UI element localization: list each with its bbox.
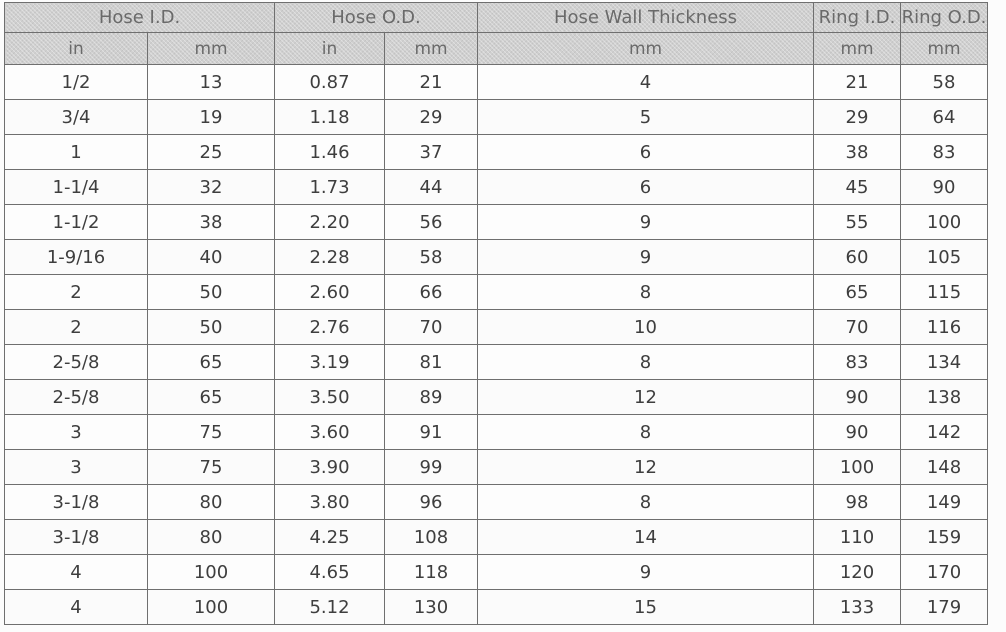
cell-wall-thickness-mm: 6 bbox=[478, 170, 814, 205]
cell-wall-thickness-mm: 8 bbox=[478, 275, 814, 310]
cell-hose-od-in: 3.50 bbox=[275, 380, 385, 415]
cell-hose-od-mm: 37 bbox=[385, 135, 478, 170]
cell-ring-od-mm: 149 bbox=[901, 485, 988, 520]
cell-hose-id-mm: 50 bbox=[148, 275, 275, 310]
cell-hose-od-in: 1.46 bbox=[275, 135, 385, 170]
cell-hose-od-mm: 130 bbox=[385, 590, 478, 625]
unit-header-hose-id-mm: mm bbox=[148, 33, 275, 65]
cell-hose-id-mm: 19 bbox=[148, 100, 275, 135]
table-row bbox=[5, 65, 988, 100]
cell-ring-od-mm: 134 bbox=[901, 345, 988, 380]
cell-hose-id-mm: 40 bbox=[148, 240, 275, 275]
cell-ring-id-mm: 110 bbox=[814, 520, 901, 555]
cell-ring-od-mm: 138 bbox=[901, 380, 988, 415]
cell-ring-id-mm: 29 bbox=[814, 100, 901, 135]
cell-hose-id-mm: 38 bbox=[148, 205, 275, 240]
cell-hose-id-mm: 50 bbox=[148, 310, 275, 345]
cell-hose-id-in: 1-1/4 bbox=[5, 170, 148, 205]
header-ring-id: Ring I.D. bbox=[814, 3, 901, 33]
cell-wall-thickness-mm: 4 bbox=[478, 65, 814, 100]
unit-header-wall-mm: mm bbox=[478, 33, 814, 65]
cell-ring-od-mm: 105 bbox=[901, 240, 988, 275]
cell-hose-id-in: 2-5/8 bbox=[5, 345, 148, 380]
cell-hose-id-in: 4 bbox=[5, 555, 148, 590]
cell-ring-id-mm: 90 bbox=[814, 415, 901, 450]
cell-hose-od-mm: 66 bbox=[385, 275, 478, 310]
cell-hose-id-in: 3 bbox=[5, 415, 148, 450]
cell-hose-id-mm: 80 bbox=[148, 485, 275, 520]
cell-wall-thickness-mm: 12 bbox=[478, 380, 814, 415]
cell-ring-id-mm: 133 bbox=[814, 590, 901, 625]
cell-hose-od-mm: 21 bbox=[385, 65, 478, 100]
cell-wall-thickness-mm: 12 bbox=[478, 450, 814, 485]
table-row bbox=[5, 240, 988, 275]
cell-hose-od-in: 5.12 bbox=[275, 590, 385, 625]
cell-ring-id-mm: 55 bbox=[814, 205, 901, 240]
cell-hose-od-in: 1.73 bbox=[275, 170, 385, 205]
header-ring-od: Ring O.D. bbox=[901, 3, 988, 33]
cell-hose-od-mm: 99 bbox=[385, 450, 478, 485]
cell-hose-id-in: 1 bbox=[5, 135, 148, 170]
cell-wall-thickness-mm: 8 bbox=[478, 485, 814, 520]
unit-header-ring-od-mm: mm bbox=[901, 33, 988, 65]
cell-ring-od-mm: 116 bbox=[901, 310, 988, 345]
cell-ring-id-mm: 45 bbox=[814, 170, 901, 205]
cell-ring-od-mm: 90 bbox=[901, 170, 988, 205]
cell-ring-id-mm: 65 bbox=[814, 275, 901, 310]
cell-ring-od-mm: 159 bbox=[901, 520, 988, 555]
table-row bbox=[5, 590, 988, 625]
cell-wall-thickness-mm: 10 bbox=[478, 310, 814, 345]
table-body bbox=[5, 65, 988, 625]
cell-hose-id-in: 2-5/8 bbox=[5, 380, 148, 415]
cell-hose-od-mm: 96 bbox=[385, 485, 478, 520]
cell-hose-od-mm: 70 bbox=[385, 310, 478, 345]
header-hose-od: Hose O.D. bbox=[275, 3, 478, 33]
cell-wall-thickness-mm: 9 bbox=[478, 555, 814, 590]
cell-ring-od-mm: 170 bbox=[901, 555, 988, 590]
cell-hose-id-mm: 75 bbox=[148, 415, 275, 450]
cell-hose-id-in: 2 bbox=[5, 310, 148, 345]
table-row bbox=[5, 205, 988, 240]
cell-hose-id-in: 2 bbox=[5, 275, 148, 310]
table-row bbox=[5, 310, 988, 345]
cell-wall-thickness-mm: 6 bbox=[478, 135, 814, 170]
cell-hose-od-in: 2.28 bbox=[275, 240, 385, 275]
unit-header-hose-id-in: in bbox=[5, 33, 148, 65]
cell-ring-id-mm: 83 bbox=[814, 345, 901, 380]
table-row bbox=[5, 170, 988, 205]
cell-ring-od-mm: 100 bbox=[901, 205, 988, 240]
header-hose-id: Hose I.D. bbox=[5, 3, 275, 33]
cell-hose-od-in: 3.90 bbox=[275, 450, 385, 485]
cell-ring-id-mm: 100 bbox=[814, 450, 901, 485]
table-row bbox=[5, 520, 988, 555]
cell-hose-od-in: 0.87 bbox=[275, 65, 385, 100]
cell-wall-thickness-mm: 8 bbox=[478, 415, 814, 450]
cell-hose-od-mm: 108 bbox=[385, 520, 478, 555]
cell-hose-od-in: 4.25 bbox=[275, 520, 385, 555]
cell-hose-id-mm: 80 bbox=[148, 520, 275, 555]
cell-hose-id-in: 4 bbox=[5, 590, 148, 625]
cell-ring-od-mm: 115 bbox=[901, 275, 988, 310]
cell-hose-id-in: 3-1/8 bbox=[5, 520, 148, 555]
table-row bbox=[5, 275, 988, 310]
cell-hose-id-in: 3 bbox=[5, 450, 148, 485]
unit-header-ring-id-mm: mm bbox=[814, 33, 901, 65]
cell-hose-od-mm: 81 bbox=[385, 345, 478, 380]
table-row bbox=[5, 380, 988, 415]
cell-wall-thickness-mm: 8 bbox=[478, 345, 814, 380]
header-hose-wall-thickness: Hose Wall Thickness bbox=[478, 3, 814, 33]
cell-hose-id-in: 1/2 bbox=[5, 65, 148, 100]
cell-ring-id-mm: 21 bbox=[814, 65, 901, 100]
table-row bbox=[5, 135, 988, 170]
unit-header-hose-od-mm: mm bbox=[385, 33, 478, 65]
cell-wall-thickness-mm: 14 bbox=[478, 520, 814, 555]
cell-hose-id-mm: 13 bbox=[148, 65, 275, 100]
cell-hose-od-in: 2.76 bbox=[275, 310, 385, 345]
cell-hose-od-in: 3.80 bbox=[275, 485, 385, 520]
cell-hose-id-mm: 65 bbox=[148, 380, 275, 415]
cell-hose-id-in: 1-9/16 bbox=[5, 240, 148, 275]
cell-hose-id-mm: 25 bbox=[148, 135, 275, 170]
hose-dimensions-table bbox=[4, 2, 988, 625]
cell-wall-thickness-mm: 9 bbox=[478, 205, 814, 240]
cell-ring-od-mm: 179 bbox=[901, 590, 988, 625]
cell-hose-id-mm: 65 bbox=[148, 345, 275, 380]
cell-hose-od-in: 1.18 bbox=[275, 100, 385, 135]
cell-ring-id-mm: 60 bbox=[814, 240, 901, 275]
cell-hose-id-mm: 32 bbox=[148, 170, 275, 205]
cell-hose-id-mm: 100 bbox=[148, 555, 275, 590]
cell-ring-od-mm: 83 bbox=[901, 135, 988, 170]
unit-header-hose-od-in: in bbox=[275, 33, 385, 65]
cell-hose-od-in: 3.19 bbox=[275, 345, 385, 380]
table-row bbox=[5, 450, 988, 485]
cell-hose-od-mm: 29 bbox=[385, 100, 478, 135]
cell-hose-id-in: 3/4 bbox=[5, 100, 148, 135]
cell-hose-od-in: 4.65 bbox=[275, 555, 385, 590]
cell-wall-thickness-mm: 5 bbox=[478, 100, 814, 135]
cell-ring-od-mm: 142 bbox=[901, 415, 988, 450]
cell-hose-od-mm: 56 bbox=[385, 205, 478, 240]
cell-wall-thickness-mm: 9 bbox=[478, 240, 814, 275]
cell-hose-od-in: 2.20 bbox=[275, 205, 385, 240]
cell-hose-od-in: 3.60 bbox=[275, 415, 385, 450]
cell-ring-id-mm: 120 bbox=[814, 555, 901, 590]
cell-hose-od-in: 2.60 bbox=[275, 275, 385, 310]
cell-ring-od-mm: 58 bbox=[901, 65, 988, 100]
cell-hose-id-mm: 100 bbox=[148, 590, 275, 625]
unit-header-row bbox=[5, 33, 988, 65]
cell-hose-od-mm: 58 bbox=[385, 240, 478, 275]
table-row bbox=[5, 100, 988, 135]
cell-hose-id-in: 3-1/8 bbox=[5, 485, 148, 520]
table-row bbox=[5, 345, 988, 380]
cell-hose-od-mm: 89 bbox=[385, 380, 478, 415]
cell-ring-id-mm: 38 bbox=[814, 135, 901, 170]
cell-ring-id-mm: 90 bbox=[814, 380, 901, 415]
table-row bbox=[5, 485, 988, 520]
cell-hose-od-mm: 44 bbox=[385, 170, 478, 205]
group-header-row bbox=[5, 3, 988, 33]
cell-hose-od-mm: 91 bbox=[385, 415, 478, 450]
table-row bbox=[5, 555, 988, 590]
cell-ring-id-mm: 70 bbox=[814, 310, 901, 345]
cell-ring-od-mm: 148 bbox=[901, 450, 988, 485]
cell-wall-thickness-mm: 15 bbox=[478, 590, 814, 625]
cell-hose-id-in: 1-1/2 bbox=[5, 205, 148, 240]
cell-ring-id-mm: 98 bbox=[814, 485, 901, 520]
cell-ring-od-mm: 64 bbox=[901, 100, 988, 135]
cell-hose-od-mm: 118 bbox=[385, 555, 478, 590]
cell-hose-id-mm: 75 bbox=[148, 450, 275, 485]
table-row bbox=[5, 415, 988, 450]
